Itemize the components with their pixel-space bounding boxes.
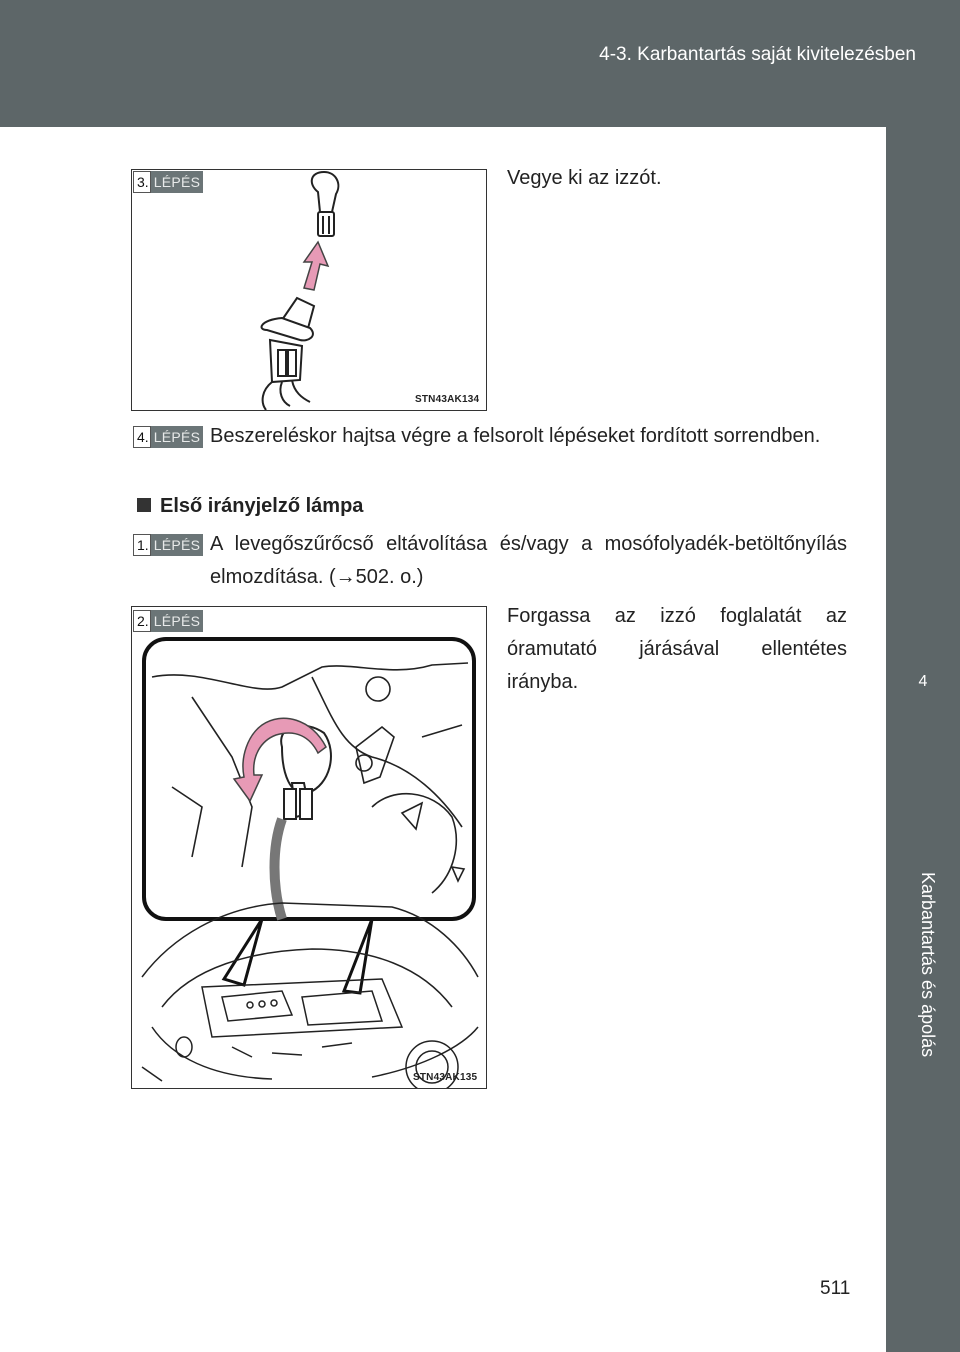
engine-bay-illustration	[132, 607, 486, 1088]
step-badge-1	[133, 534, 203, 556]
bulb-removal-illustration	[132, 170, 486, 410]
section-heading	[137, 495, 363, 518]
step-label: LÉPÉS	[151, 426, 204, 448]
step-badge-4	[133, 426, 203, 448]
step-number: 1.	[133, 534, 151, 556]
step-number: 2.	[133, 610, 151, 632]
section-heading-text: Első irányjelző lámpa	[160, 495, 364, 517]
step-number: 3.	[133, 171, 151, 193]
figure-bulb-removal	[131, 169, 487, 411]
step-3-text: Vegye ki az izzót.	[507, 167, 662, 189]
step-2-text: Forgassa az izzó foglalatát az óramutató járásával ellentétes irányba.	[507, 605, 847, 693]
step-badge-2	[133, 610, 203, 632]
chapter-number: 4	[918, 673, 928, 690]
step-label: LÉPÉS	[151, 171, 204, 193]
page-number: 511	[820, 1278, 851, 1299]
page-header	[0, 0, 960, 127]
figure-code: STN43AK134	[415, 394, 480, 405]
section-title-header: 4-3. Karbantartás saját kivitelezésben	[599, 44, 916, 65]
figure-engine-bay	[131, 606, 487, 1089]
step-badge-3	[133, 171, 203, 193]
step-label: LÉPÉS	[151, 610, 204, 632]
chapter-title: Karbantartás és ápolás	[918, 872, 938, 1058]
step-1-text: A levegőszűrőcső eltávolítása és/vagy a mosófolyadék-betöltőnyílás elmozdítása. (→502. o.)	[210, 533, 847, 588]
step-number: 4.	[133, 426, 151, 448]
figure-code: STN43AK135	[413, 1072, 478, 1083]
chapter-side-tab	[886, 127, 960, 1352]
step-label: LÉPÉS	[151, 534, 204, 556]
step-4-text: Beszereléskor hajtsa végre a felsorolt lépéseket fordított sorrendben.	[210, 425, 821, 447]
square-bullet-icon	[137, 498, 151, 512]
